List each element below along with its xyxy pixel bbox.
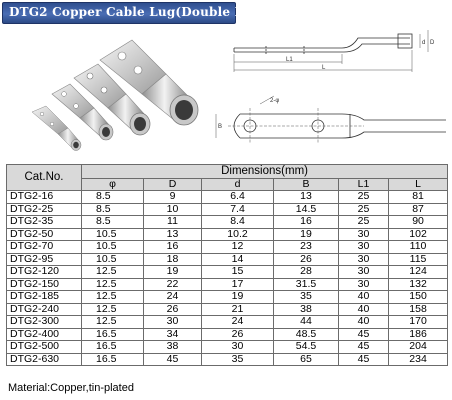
page-title: DTG2 Copper Cable Lug(Double Holes) [9, 5, 280, 19]
dimensions-table [6, 164, 448, 366]
col-header-phi: φ [82, 179, 144, 191]
dimension-cell: 8.5 [82, 203, 144, 216]
dimension-cell: 150 [389, 291, 448, 304]
dimension-cell: 14.5 [274, 203, 339, 216]
cat-no-cell: DTG2-500 [7, 341, 82, 354]
table-row [7, 291, 448, 304]
dimensions-header: Dimensions(mm) [82, 165, 448, 179]
cat-no-cell: DTG2-35 [7, 216, 82, 229]
dimension-cell: 44 [274, 316, 339, 329]
product-photo [14, 34, 208, 154]
dimension-cell: 110 [389, 241, 448, 254]
dimension-cell: 90 [389, 216, 448, 229]
dimension-cell: 9 [144, 191, 202, 204]
dimension-cell: 13 [144, 228, 202, 241]
dimension-cell: 10.5 [82, 228, 144, 241]
dimension-cell: 30 [339, 241, 389, 254]
table-row [7, 241, 448, 254]
dimension-cell: 21 [202, 303, 274, 316]
catno-header: Cat.No. [7, 165, 82, 191]
label-phi: 2-φ [270, 98, 280, 104]
dimension-cell: 65 [274, 353, 339, 366]
table-row [7, 303, 448, 316]
dimension-cell: 30 [339, 228, 389, 241]
cat-no-cell: DTG2-16 [7, 191, 82, 204]
dimension-cell: 28 [274, 266, 339, 279]
dimension-cell: 132 [389, 278, 448, 291]
dimension-cell: 19 [144, 266, 202, 279]
col-header-B: B [274, 179, 339, 191]
dimension-cell: 8.4 [202, 216, 274, 229]
top-view-drawing [214, 94, 448, 154]
cat-no-cell: DTG2-95 [7, 253, 82, 266]
dimension-cell: 115 [389, 253, 448, 266]
col-header-D: D [144, 179, 202, 191]
dimension-cell: 19 [274, 228, 339, 241]
table-header-row [7, 165, 448, 179]
dimension-cell: 31.5 [274, 278, 339, 291]
dimension-cell: 13 [274, 191, 339, 204]
table-row [7, 353, 448, 366]
dimension-cell: 87 [389, 203, 448, 216]
dimension-cell: 23 [274, 241, 339, 254]
dimension-cell: 15 [202, 266, 274, 279]
dimension-cell: 8.5 [82, 191, 144, 204]
dimension-cell: 25 [339, 191, 389, 204]
label-l1: L1 [286, 57, 293, 63]
dimension-cell: 10.2 [202, 228, 274, 241]
side-view-drawing [226, 24, 448, 76]
dimension-cell: 8.5 [82, 216, 144, 229]
label-d-large: D [430, 40, 435, 46]
dimension-cell: 81 [389, 191, 448, 204]
dimension-cell: 48.5 [274, 328, 339, 341]
dimension-cell: 54.5 [274, 341, 339, 354]
table-row [7, 328, 448, 341]
cat-no-cell: DTG2-185 [7, 291, 82, 304]
table-row [7, 216, 448, 229]
cat-no-cell: DTG2-630 [7, 353, 82, 366]
dimension-cell: 35 [202, 353, 274, 366]
cat-no-cell: DTG2-70 [7, 241, 82, 254]
dimension-cell: 11 [144, 216, 202, 229]
table-row [7, 191, 448, 204]
label-b: B [218, 124, 223, 130]
dimension-cell: 19 [202, 291, 274, 304]
dimension-cell: 12.5 [82, 278, 144, 291]
dimension-cell: 6.4 [202, 191, 274, 204]
dimension-cell: 26 [144, 303, 202, 316]
dimension-cell: 12.5 [82, 316, 144, 329]
dimension-cell: 45 [339, 328, 389, 341]
dimension-cell: 30 [339, 278, 389, 291]
dimension-cell: 26 [202, 328, 274, 341]
cat-no-cell: DTG2-150 [7, 278, 82, 291]
dimension-cell: 38 [144, 341, 202, 354]
label-l: L [322, 65, 326, 71]
dimension-cell: 22 [144, 278, 202, 291]
cat-no-cell: DTG2-25 [7, 203, 82, 216]
table-row [7, 278, 448, 291]
dimension-cell: 45 [339, 341, 389, 354]
table-row [7, 203, 448, 216]
cat-no-cell: DTG2-240 [7, 303, 82, 316]
table-row [7, 266, 448, 279]
dimension-cell: 16.5 [82, 328, 144, 341]
cat-no-cell: DTG2-50 [7, 228, 82, 241]
label-d-small: d [422, 40, 426, 46]
dimension-cell: 34 [144, 328, 202, 341]
dimension-cell: 186 [389, 328, 448, 341]
dimension-cell: 30 [144, 316, 202, 329]
col-header-L: L [389, 179, 448, 191]
material-note: Material:Copper,tin-plated [8, 382, 134, 394]
dimension-cell: 204 [389, 341, 448, 354]
dimension-cell: 14 [202, 253, 274, 266]
dimension-cell: 10 [144, 203, 202, 216]
dimension-cell: 30 [202, 341, 274, 354]
table-row [7, 341, 448, 354]
cat-no-cell: DTG2-300 [7, 316, 82, 329]
col-header-d: d [202, 179, 274, 191]
dimension-cell: 45 [144, 353, 202, 366]
dimension-cell: 10.5 [82, 241, 144, 254]
table-row [7, 253, 448, 266]
title-banner [2, 2, 280, 24]
col-header-L1: L1 [339, 179, 389, 191]
table-row [7, 228, 448, 241]
dimension-cell: 17 [202, 278, 274, 291]
dimension-cell: 40 [339, 316, 389, 329]
dimension-cell: 234 [389, 353, 448, 366]
dimension-cell: 38 [274, 303, 339, 316]
dimension-cell: 25 [339, 216, 389, 229]
dimension-cell: 16 [144, 241, 202, 254]
dimension-cell: 25 [339, 203, 389, 216]
dimension-cell: 158 [389, 303, 448, 316]
dimension-cell: 12 [202, 241, 274, 254]
dimension-cell: 12.5 [82, 266, 144, 279]
dimension-cell: 40 [339, 303, 389, 316]
dimension-cell: 12.5 [82, 291, 144, 304]
dimension-cell: 30 [339, 266, 389, 279]
dimension-cell: 16.5 [82, 341, 144, 354]
dimension-cell: 18 [144, 253, 202, 266]
dimension-cell: 10.5 [82, 253, 144, 266]
table-row [7, 316, 448, 329]
dimension-cell: 30 [339, 253, 389, 266]
dimension-cell: 124 [389, 266, 448, 279]
dimension-cell: 26 [274, 253, 339, 266]
dimension-cell: 16.5 [82, 353, 144, 366]
dimension-cell: 45 [339, 353, 389, 366]
dimension-cell: 24 [202, 316, 274, 329]
cat-no-cell: DTG2-120 [7, 266, 82, 279]
cat-no-cell: DTG2-400 [7, 328, 82, 341]
dimension-cell: 35 [274, 291, 339, 304]
dimension-cell: 7.4 [202, 203, 274, 216]
dimension-cell: 16 [274, 216, 339, 229]
dimension-cell: 24 [144, 291, 202, 304]
dimension-cell: 170 [389, 316, 448, 329]
dimension-cell: 102 [389, 228, 448, 241]
dimension-cell: 40 [339, 291, 389, 304]
dimension-cell: 12.5 [82, 303, 144, 316]
